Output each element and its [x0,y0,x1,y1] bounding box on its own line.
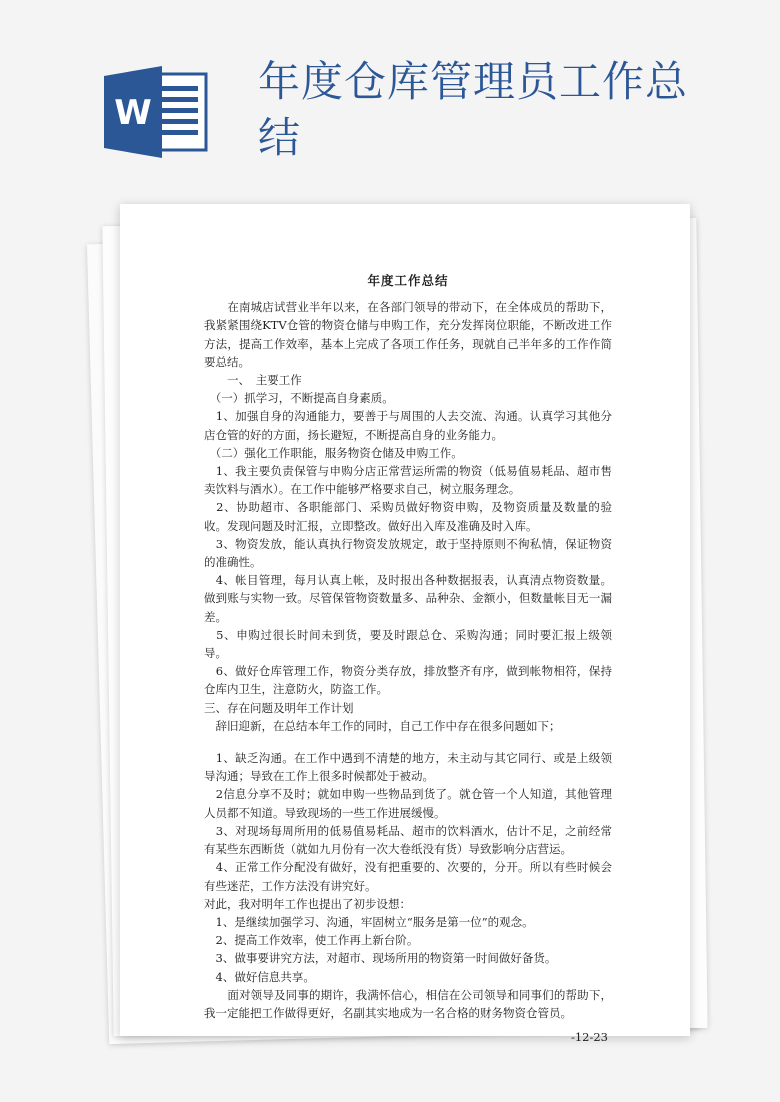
document-title: 年度工作总结 [367,273,449,288]
document-paragraph: 三、存在问题及明年工作计划 [204,700,354,715]
document-paragraph: 1、是继续加强学习、沟通，牢固树立“服务是第一位”的观念。 [204,914,534,929]
document-paragraph: （一）抓学习，不断提高自身素质。 [204,391,394,406]
banner-title: 年度仓库管理员工作总结 [258,57,689,162]
document-paragraph: 2、协助超市、各职能部门、采购员做好物资申购，及物资质量及数量的验收。发现问题及时汇报，立即整改。做好出入库及准确及时入库。 [204,500,612,533]
document-paragraph: 4、做好信息共享。 [204,969,315,984]
svg-text:W: W [114,93,152,133]
document-paragraphs [204,298,612,1022]
document-paragraph: （二）强化工作职能，服务物资仓储及申购工作。 [204,445,463,460]
document-paragraph: 在南城店试营业半年以来，在各部门领导的带动下，在全体成员的帮助下，我紧紧围绕KTV仓管的物资仓储与申购工作，充分发挥岗位职能，不断改进工作方法，提高工作效率，基本上完成了各项工作任务，现就自己半年多的工作作简要总结。 [204,300,612,369]
document-paragraph: 1、加强自身的沟通能力，要善于与周围的人去交流、沟通。认真学习其他分店仓管的好的方面，扬长避短，不断提高自身的业务能力。 [204,409,612,442]
document-paragraph: 3、对现场每周所用的低易值易耗品、超市的饮料酒水，估计不足，之前经常有某些东西断货（就如九月份有一次大卷纸没有货）导致影响分店营运。 [204,823,612,857]
document-paragraph: 1、缺乏沟通。在工作中遇到不清楚的地方，未主动与其它同行、或是上级领导沟通；导致在工作上很多时候都处于被动。 [204,751,612,784]
document-date: -12-23 [570,1030,608,1045]
document-paragraph: 2信息分享不及时；就如申购一些物品到货了。就仓管一个人知道，其他管理人员都不知道。导致现场的一些工作进展缓慢。 [204,787,612,820]
document-paragraph: 4、正常工作分配没有做好，没有把重要的、次要的，分开。所以有些时候会有些迷茫，工作方法没有讲究好。 [204,860,612,893]
document-paragraph: 辞旧迎新，在总结本年工作的同时，自己工作中存在很多问题如下； [204,718,561,733]
document-paragraph: 3、物资发放，能认真执行物资发放规定，敢于坚持原则不徇私情，保证物资的准确性。 [204,536,612,570]
document-paragraph: 一、 主要工作 [204,373,302,388]
document-paragraph: 对此，我对明年工作也提出了初步设想： [204,896,411,911]
document-paragraph: 2、提高工作效率，使工作再上新台阶。 [204,933,419,948]
document-paragraph: 5、申购过很长时间未到货，要及时跟总仓、采购沟通；同时要汇报上级领导。 [204,627,612,661]
blank-line [204,735,612,749]
document-paragraph: 6、做好仓库管理工作，物资分类存放，排放整齐有序，做到帐物相符，保持仓库内卫生，注意防火，防盗工作。 [204,664,612,697]
word-document-icon [104,66,208,158]
document-paragraph: 3、做事要讲究方法，对超市、现场所用的物资第一时间做好备货。 [204,951,557,966]
document-body [204,272,612,1046]
document-paragraph: 1、我主要负责保管与申购分店正常营运所需的物资（低易值易耗品、超市售卖饮料与酒水）。在工作中能够严格要求自己，树立服务理念。 [204,464,612,497]
document-paragraph: 面对领导及同事的期许，我满怀信心，相信在公司领导和同事们的帮助下，我一定能把工作做得更好，名副其实地成为一名合格的财务物资仓管员。 [204,987,612,1020]
document-paragraph: 4、帐目管理，每月认真上帐，及时报出各种数据报表，认真清点物资数量。做到账与实物一致。尽管保管物资数量多、品种杂、金额小，但数量帐目无一漏差。 [204,573,612,624]
